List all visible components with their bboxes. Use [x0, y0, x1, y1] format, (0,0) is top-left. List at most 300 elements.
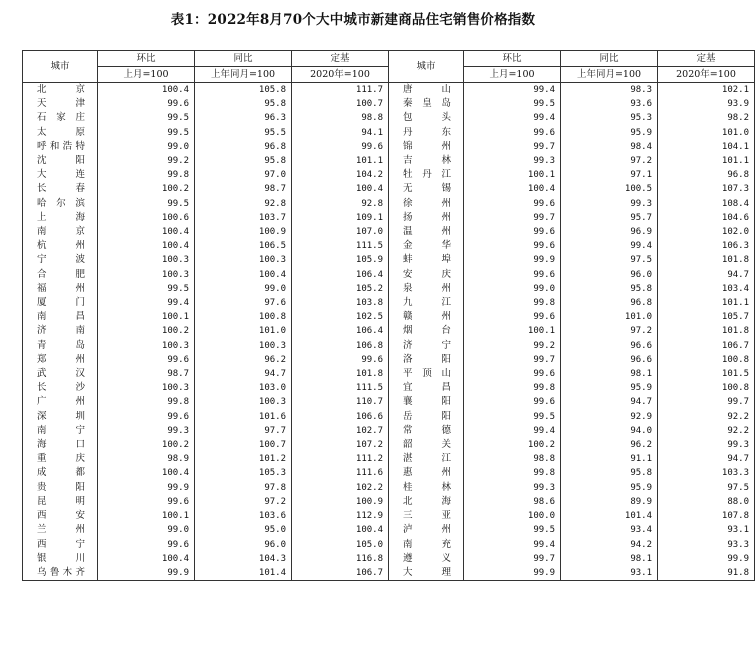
mom-index-cell: 99.6: [464, 239, 561, 253]
base-index-cell: 101.1: [292, 154, 389, 168]
base-index-cell: 105.7: [658, 310, 755, 324]
base-index-cell: 106.6: [292, 410, 389, 424]
yoy-index-cell: 100.4: [195, 268, 292, 282]
base-index-cell: 102.7: [292, 424, 389, 438]
city-name-cell: 蚌埠: [389, 253, 464, 267]
mom-index-cell: 100.1: [98, 509, 195, 523]
table-row: [23, 538, 755, 552]
city-name-cell: 呼和浩特: [23, 140, 98, 154]
mom-index-cell: 99.6: [464, 126, 561, 140]
yoy-index-cell: 99.3: [561, 197, 658, 211]
yoy-index-cell: 106.5: [195, 239, 292, 253]
city-name-cell: 长春: [23, 182, 98, 196]
header-city-right: 城市: [389, 51, 464, 83]
yoy-index-cell: 103.0: [195, 381, 292, 395]
table-row: [23, 282, 755, 296]
yoy-index-cell: 97.2: [561, 154, 658, 168]
base-index-cell: 91.8: [658, 566, 755, 581]
mom-index-cell: 99.6: [464, 225, 561, 239]
base-index-cell: 94.7: [658, 452, 755, 466]
header-yoy-sub-right: 上年同月=100: [561, 67, 658, 83]
base-index-cell: 88.0: [658, 495, 755, 509]
city-name-cell: 乌鲁木齐: [23, 566, 98, 581]
city-name-cell: 广州: [23, 395, 98, 409]
base-index-cell: 106.4: [292, 268, 389, 282]
city-name-cell: 丹东: [389, 126, 464, 140]
mom-index-cell: 100.4: [98, 466, 195, 480]
mom-index-cell: 100.2: [98, 182, 195, 196]
base-index-cell: 96.8: [658, 168, 755, 182]
city-name-cell: 三亚: [389, 509, 464, 523]
yoy-index-cell: 101.0: [195, 324, 292, 338]
yoy-index-cell: 96.6: [561, 339, 658, 353]
header-base-sub-right: 2020年=100: [658, 67, 755, 83]
city-name-cell: 桂林: [389, 481, 464, 495]
base-index-cell: 112.9: [292, 509, 389, 523]
table-row: [23, 111, 755, 125]
mom-index-cell: 100.3: [98, 381, 195, 395]
mom-index-cell: 99.5: [464, 523, 561, 537]
city-name-cell: 大连: [23, 168, 98, 182]
city-name-cell: 郑州: [23, 353, 98, 367]
yoy-index-cell: 95.8: [195, 154, 292, 168]
header-yoy-right: 同比: [561, 51, 658, 67]
base-index-cell: 106.7: [292, 566, 389, 581]
yoy-index-cell: 95.8: [561, 282, 658, 296]
yoy-index-cell: 96.3: [195, 111, 292, 125]
base-index-cell: 109.1: [292, 211, 389, 225]
yoy-index-cell: 96.2: [561, 438, 658, 452]
city-name-cell: 岳阳: [389, 410, 464, 424]
mom-index-cell: 100.4: [98, 552, 195, 566]
city-name-cell: 厦门: [23, 296, 98, 310]
base-index-cell: 103.8: [292, 296, 389, 310]
city-name-cell: 温州: [389, 225, 464, 239]
yoy-index-cell: 103.7: [195, 211, 292, 225]
yoy-index-cell: 96.9: [561, 225, 658, 239]
table-row: [23, 481, 755, 495]
mom-index-cell: 99.7: [464, 353, 561, 367]
table-row: [23, 211, 755, 225]
table-row: [23, 523, 755, 537]
base-index-cell: 101.8: [292, 367, 389, 381]
base-index-cell: 105.9: [292, 253, 389, 267]
base-index-cell: 104.2: [292, 168, 389, 182]
city-name-cell: 包头: [389, 111, 464, 125]
base-index-cell: 111.2: [292, 452, 389, 466]
mom-index-cell: 99.4: [464, 424, 561, 438]
mom-index-cell: 98.8: [464, 452, 561, 466]
base-index-cell: 104.6: [658, 211, 755, 225]
city-name-cell: 太原: [23, 126, 98, 140]
base-index-cell: 101.1: [658, 296, 755, 310]
mom-index-cell: 100.0: [464, 509, 561, 523]
table-row: [23, 140, 755, 154]
mom-index-cell: 99.4: [464, 538, 561, 552]
yoy-index-cell: 94.7: [195, 367, 292, 381]
base-index-cell: 110.7: [292, 395, 389, 409]
yoy-index-cell: 100.3: [195, 395, 292, 409]
base-index-cell: 102.1: [658, 83, 755, 98]
city-name-cell: 昆明: [23, 495, 98, 509]
yoy-index-cell: 95.9: [561, 381, 658, 395]
mom-index-cell: 99.5: [98, 111, 195, 125]
base-index-cell: 99.9: [658, 552, 755, 566]
city-name-cell: 南昌: [23, 310, 98, 324]
base-index-cell: 101.1: [658, 154, 755, 168]
mom-index-cell: 100.2: [98, 438, 195, 452]
city-name-cell: 成都: [23, 466, 98, 480]
base-index-cell: 102.5: [292, 310, 389, 324]
mom-index-cell: 99.4: [98, 296, 195, 310]
yoy-index-cell: 101.2: [195, 452, 292, 466]
mom-index-cell: 98.7: [98, 367, 195, 381]
base-index-cell: 116.8: [292, 552, 389, 566]
base-index-cell: 108.4: [658, 197, 755, 211]
table-row: [23, 126, 755, 140]
yoy-index-cell: 93.4: [561, 523, 658, 537]
table-row: [23, 424, 755, 438]
yoy-index-cell: 98.4: [561, 140, 658, 154]
city-name-cell: 南京: [23, 225, 98, 239]
base-index-cell: 101.5: [658, 367, 755, 381]
table-body: [23, 83, 755, 581]
table-row: [23, 339, 755, 353]
yoy-index-cell: 94.0: [561, 424, 658, 438]
base-index-cell: 99.3: [658, 438, 755, 452]
base-index-cell: 103.3: [658, 466, 755, 480]
city-name-cell: 大理: [389, 566, 464, 581]
mom-index-cell: 99.3: [464, 154, 561, 168]
mom-index-cell: 100.3: [98, 253, 195, 267]
table-row: [23, 324, 755, 338]
mom-index-cell: 99.6: [98, 410, 195, 424]
mom-index-cell: 99.0: [98, 523, 195, 537]
table-row: [23, 552, 755, 566]
mom-index-cell: 99.2: [98, 154, 195, 168]
mom-index-cell: 99.5: [464, 97, 561, 111]
city-name-cell: 泸州: [389, 523, 464, 537]
price-index-table-container: [22, 50, 749, 581]
mom-index-cell: 99.6: [98, 538, 195, 552]
table-row: [23, 509, 755, 523]
yoy-index-cell: 93.1: [561, 566, 658, 581]
yoy-index-cell: 97.7: [195, 424, 292, 438]
mom-index-cell: 100.1: [464, 324, 561, 338]
base-index-cell: 93.3: [658, 538, 755, 552]
mom-index-cell: 99.3: [98, 424, 195, 438]
mom-index-cell: 99.9: [464, 566, 561, 581]
mom-index-cell: 100.3: [98, 268, 195, 282]
yoy-index-cell: 95.9: [561, 481, 658, 495]
base-index-cell: 111.5: [292, 239, 389, 253]
base-index-cell: 106.4: [292, 324, 389, 338]
city-name-cell: 杭州: [23, 239, 98, 253]
base-index-cell: 107.2: [292, 438, 389, 452]
yoy-index-cell: 97.0: [195, 168, 292, 182]
yoy-index-cell: 92.9: [561, 410, 658, 424]
base-index-cell: 105.0: [292, 538, 389, 552]
yoy-index-cell: 100.9: [195, 225, 292, 239]
city-name-cell: 烟台: [389, 324, 464, 338]
yoy-index-cell: 96.6: [561, 353, 658, 367]
city-name-cell: 无锡: [389, 182, 464, 196]
table-row: [23, 182, 755, 196]
yoy-index-cell: 92.8: [195, 197, 292, 211]
yoy-index-cell: 97.2: [561, 324, 658, 338]
header-mom-sub-left: 上月=100: [98, 67, 195, 83]
yoy-index-cell: 96.2: [195, 353, 292, 367]
city-name-cell: 锦州: [389, 140, 464, 154]
table-row: [23, 452, 755, 466]
mom-index-cell: 99.8: [98, 168, 195, 182]
city-name-cell: 扬州: [389, 211, 464, 225]
base-index-cell: 106.3: [658, 239, 755, 253]
base-index-cell: 100.4: [292, 523, 389, 537]
base-index-cell: 101.0: [658, 126, 755, 140]
city-name-cell: 海口: [23, 438, 98, 452]
mom-index-cell: 99.6: [464, 367, 561, 381]
table-row: [23, 395, 755, 409]
city-name-cell: 福州: [23, 282, 98, 296]
yoy-index-cell: 105.3: [195, 466, 292, 480]
mom-index-cell: 99.9: [98, 566, 195, 581]
mom-index-cell: 100.4: [464, 182, 561, 196]
yoy-index-cell: 95.0: [195, 523, 292, 537]
yoy-index-cell: 100.3: [195, 253, 292, 267]
mom-index-cell: 98.9: [98, 452, 195, 466]
yoy-index-cell: 96.8: [195, 140, 292, 154]
base-index-cell: 104.1: [658, 140, 755, 154]
city-name-cell: 上海: [23, 211, 98, 225]
mom-index-cell: 99.0: [464, 282, 561, 296]
city-name-cell: 徐州: [389, 197, 464, 211]
yoy-index-cell: 95.7: [561, 211, 658, 225]
base-index-cell: 99.6: [292, 353, 389, 367]
city-name-cell: 西宁: [23, 538, 98, 552]
base-index-cell: 100.8: [658, 353, 755, 367]
yoy-index-cell: 95.3: [561, 111, 658, 125]
base-index-cell: 98.8: [292, 111, 389, 125]
city-name-cell: 济南: [23, 324, 98, 338]
city-name-cell: 济宁: [389, 339, 464, 353]
header-row-main: [23, 51, 755, 67]
yoy-index-cell: 96.0: [561, 268, 658, 282]
yoy-index-cell: 97.1: [561, 168, 658, 182]
city-name-cell: 石家庄: [23, 111, 98, 125]
yoy-index-cell: 100.5: [561, 182, 658, 196]
mom-index-cell: 99.8: [98, 395, 195, 409]
yoy-index-cell: 96.0: [195, 538, 292, 552]
city-name-cell: 贵阳: [23, 481, 98, 495]
base-index-cell: 103.4: [658, 282, 755, 296]
base-index-cell: 92.8: [292, 197, 389, 211]
mom-index-cell: 99.7: [464, 211, 561, 225]
city-name-cell: 泉州: [389, 282, 464, 296]
mom-index-cell: 99.9: [98, 481, 195, 495]
mom-index-cell: 100.4: [98, 83, 195, 98]
yoy-index-cell: 97.8: [195, 481, 292, 495]
table-row: [23, 154, 755, 168]
yoy-index-cell: 99.0: [195, 282, 292, 296]
base-index-cell: 92.2: [658, 410, 755, 424]
mom-index-cell: 99.0: [98, 140, 195, 154]
base-index-cell: 93.1: [658, 523, 755, 537]
base-index-cell: 106.8: [292, 339, 389, 353]
yoy-index-cell: 96.8: [561, 296, 658, 310]
city-name-cell: 襄阳: [389, 395, 464, 409]
mom-index-cell: 99.8: [464, 381, 561, 395]
city-name-cell: 深圳: [23, 410, 98, 424]
header-base-sub-left: 2020年=100: [292, 67, 389, 83]
base-index-cell: 111.7: [292, 83, 389, 98]
table-title: 表1：2022年8月70个大中城市新建商品住宅销售价格指数: [170, 12, 536, 28]
table-row: [23, 381, 755, 395]
header-base-right: 定基: [658, 51, 755, 67]
city-name-cell: 九江: [389, 296, 464, 310]
base-index-cell: 99.6: [292, 140, 389, 154]
yoy-index-cell: 94.2: [561, 538, 658, 552]
table-row: [23, 83, 755, 98]
mom-index-cell: 98.6: [464, 495, 561, 509]
city-name-cell: 武汉: [23, 367, 98, 381]
base-index-cell: 100.8: [658, 381, 755, 395]
city-name-cell: 西安: [23, 509, 98, 523]
base-index-cell: 99.7: [658, 395, 755, 409]
table-row: [23, 225, 755, 239]
city-name-cell: 洛阳: [389, 353, 464, 367]
yoy-index-cell: 103.6: [195, 509, 292, 523]
mom-index-cell: 99.6: [464, 395, 561, 409]
base-index-cell: 100.7: [292, 97, 389, 111]
city-name-cell: 长沙: [23, 381, 98, 395]
city-name-cell: 秦皇岛: [389, 97, 464, 111]
mom-index-cell: 99.6: [98, 97, 195, 111]
yoy-index-cell: 94.7: [561, 395, 658, 409]
mom-index-cell: 99.6: [98, 495, 195, 509]
city-name-cell: 宜昌: [389, 381, 464, 395]
mom-index-cell: 99.4: [464, 83, 561, 98]
mom-index-cell: 99.2: [464, 339, 561, 353]
yoy-index-cell: 95.9: [561, 126, 658, 140]
mom-index-cell: 100.1: [464, 168, 561, 182]
header-mom-sub-right: 上月=100: [464, 67, 561, 83]
mom-index-cell: 99.6: [464, 197, 561, 211]
table-row: [23, 268, 755, 282]
mom-index-cell: 100.2: [98, 324, 195, 338]
table-row: [23, 466, 755, 480]
base-index-cell: 94.1: [292, 126, 389, 140]
city-name-cell: 重庆: [23, 452, 98, 466]
city-name-cell: 常德: [389, 424, 464, 438]
table-row: [23, 168, 755, 182]
header-city-left: 城市: [23, 51, 98, 83]
yoy-index-cell: 101.4: [561, 509, 658, 523]
base-index-cell: 107.3: [658, 182, 755, 196]
base-index-cell: 101.8: [658, 324, 755, 338]
city-name-cell: 沈阳: [23, 154, 98, 168]
yoy-index-cell: 98.3: [561, 83, 658, 98]
mom-index-cell: 99.4: [464, 111, 561, 125]
yoy-index-cell: 105.8: [195, 83, 292, 98]
yoy-index-cell: 97.2: [195, 495, 292, 509]
table-row: [23, 495, 755, 509]
base-index-cell: 111.5: [292, 381, 389, 395]
base-index-cell: 94.7: [658, 268, 755, 282]
base-index-cell: 101.8: [658, 253, 755, 267]
table-row: [23, 566, 755, 581]
base-index-cell: 98.2: [658, 111, 755, 125]
yoy-index-cell: 98.1: [561, 552, 658, 566]
city-name-cell: 吉林: [389, 154, 464, 168]
yoy-index-cell: 95.8: [561, 466, 658, 480]
yoy-index-cell: 98.7: [195, 182, 292, 196]
yoy-index-cell: 100.7: [195, 438, 292, 452]
base-index-cell: 107.0: [292, 225, 389, 239]
city-name-cell: 惠州: [389, 466, 464, 480]
city-name-cell: 青岛: [23, 339, 98, 353]
city-name-cell: 宁波: [23, 253, 98, 267]
table-row: [23, 410, 755, 424]
yoy-index-cell: 99.4: [561, 239, 658, 253]
yoy-index-cell: 101.6: [195, 410, 292, 424]
price-index-table: [22, 50, 755, 581]
city-name-cell: 兰州: [23, 523, 98, 537]
mom-index-cell: 100.1: [98, 310, 195, 324]
mom-index-cell: 99.8: [464, 466, 561, 480]
city-name-cell: 北京: [23, 83, 98, 98]
city-name-cell: 唐山: [389, 83, 464, 98]
table-row: [23, 239, 755, 253]
city-name-cell: 遵义: [389, 552, 464, 566]
mom-index-cell: 99.5: [464, 410, 561, 424]
city-name-cell: 南充: [389, 538, 464, 552]
base-index-cell: 100.9: [292, 495, 389, 509]
yoy-index-cell: 100.8: [195, 310, 292, 324]
mom-index-cell: 99.3: [464, 481, 561, 495]
header-yoy-left: 同比: [195, 51, 292, 67]
table-row: [23, 197, 755, 211]
mom-index-cell: 100.3: [98, 339, 195, 353]
mom-index-cell: 100.4: [98, 239, 195, 253]
base-index-cell: 106.7: [658, 339, 755, 353]
city-name-cell: 平顶山: [389, 367, 464, 381]
city-name-cell: 哈尔滨: [23, 197, 98, 211]
base-index-cell: 93.9: [658, 97, 755, 111]
base-index-cell: 107.8: [658, 509, 755, 523]
table-row: [23, 438, 755, 452]
mom-index-cell: 99.5: [98, 126, 195, 140]
mom-index-cell: 100.2: [464, 438, 561, 452]
yoy-index-cell: 100.3: [195, 339, 292, 353]
base-index-cell: 92.2: [658, 424, 755, 438]
city-name-cell: 韶关: [389, 438, 464, 452]
yoy-index-cell: 93.6: [561, 97, 658, 111]
mom-index-cell: 99.7: [464, 140, 561, 154]
header-base-left: 定基: [292, 51, 389, 67]
yoy-index-cell: 104.3: [195, 552, 292, 566]
header-yoy-sub-left: 上年同月=100: [195, 67, 292, 83]
base-index-cell: 102.0: [658, 225, 755, 239]
table-row: [23, 310, 755, 324]
mom-index-cell: 99.7: [464, 552, 561, 566]
yoy-index-cell: 98.1: [561, 367, 658, 381]
city-name-cell: 北海: [389, 495, 464, 509]
mom-index-cell: 100.6: [98, 211, 195, 225]
mom-index-cell: 99.8: [464, 296, 561, 310]
base-index-cell: 100.4: [292, 182, 389, 196]
city-name-cell: 金华: [389, 239, 464, 253]
